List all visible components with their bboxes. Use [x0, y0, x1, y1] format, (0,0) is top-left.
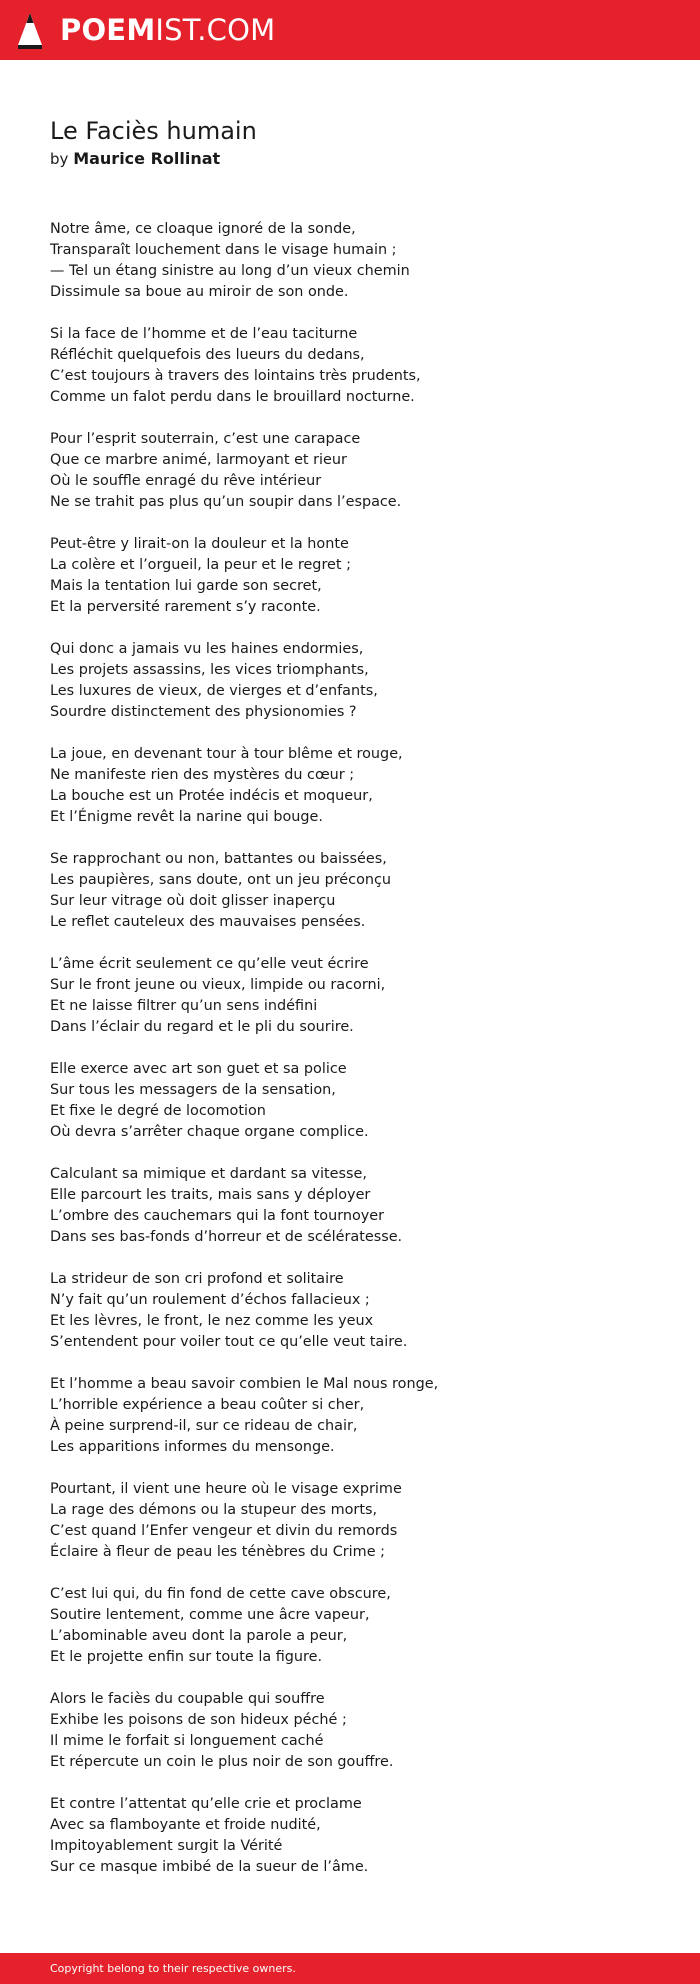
- poem-stanza: [50, 1164, 670, 1248]
- poem-line: Les apparitions informes du mensonge.: [50, 1439, 335, 1455]
- poem-line: Peut-être y lirait-on la douleur et la honte: [50, 536, 349, 552]
- poem-line: L’abominable aveu dont la parole a peur,: [50, 1628, 348, 1644]
- poem-line: Les luxures de vieux, de vierges et d’enfants,: [50, 683, 378, 699]
- poem-line: Et contre l’attentat qu’elle crie et proclame: [50, 1796, 362, 1812]
- poem-line: Les paupières, sans doute, ont un jeu préconçu: [50, 872, 392, 888]
- poem-stanza: [50, 324, 670, 408]
- poem-line: Mais la tentation lui garde son secret,: [50, 578, 322, 594]
- poem-line: Où le souffle enragé du rêve intérieur: [50, 473, 322, 489]
- poem-byline: [50, 147, 220, 171]
- poem-line: Elle exerce avec art son guet et sa police: [50, 1061, 347, 1077]
- poem-stanza: [50, 639, 670, 723]
- poem-stanza: [50, 849, 670, 933]
- poem-line: Sur leur vitrage où doit glisser inaperçu: [50, 893, 336, 909]
- poem-line: Qui donc a jamais vu les haines endormies,: [50, 641, 364, 657]
- poem-line: S’entendent pour voiler tout ce qu’elle veut taire.: [50, 1334, 408, 1350]
- poem-stanza: [50, 1794, 670, 1878]
- poem-line: Réfléchit quelquefois des lueurs du dedans,: [50, 347, 365, 363]
- poem-title: Le Faciès humain: [50, 117, 257, 145]
- site-footer: [0, 1953, 700, 1984]
- poem-line: N’y fait qu’un roulement d’échos fallacieux ;: [50, 1292, 370, 1308]
- poem-stanza: [50, 534, 670, 618]
- poem-line: Ne manifeste rien des mystères du cœur ;: [50, 767, 355, 783]
- poem-body: [50, 219, 670, 1899]
- poem-line: C’est lui qui, du fin fond de cette cave obscure,: [50, 1586, 391, 1602]
- poem-stanza: [50, 429, 670, 513]
- poem-line: La bouche est un Protée indécis et moqueur,: [50, 788, 373, 804]
- poem-line: C’est quand l’Enfer vengeur et divin du remords: [50, 1523, 398, 1539]
- poem-line: L’ombre des cauchemars qui la font tournoyer: [50, 1208, 385, 1224]
- poem-line: Pour l’esprit souterrain, c’est une carapace: [50, 431, 361, 447]
- poem-line: Si la face de l’homme et de l’eau taciturne: [50, 326, 358, 342]
- poem-line: L’horrible expérience a beau coûter si cher,: [50, 1397, 365, 1413]
- poem-line: Alors le faciès du coupable qui souffre: [50, 1691, 325, 1707]
- poem-line: Et les lèvres, le front, le nez comme les yeux: [50, 1313, 374, 1329]
- poem-line: À peine surprend-il, sur ce rideau de chair,: [50, 1418, 358, 1434]
- poem-stanza: [50, 1059, 670, 1143]
- poem-line: La rage des démons ou la stupeur des morts,: [50, 1502, 378, 1518]
- poem-stanza: [50, 1479, 670, 1563]
- poem-line: La colère et l’orgueil, la peur et le regret ;: [50, 557, 351, 573]
- poem-line: Elle parcourt les traits, mais sans y déployer: [50, 1187, 371, 1203]
- logo-brand-light: IST.COM: [155, 12, 276, 47]
- poem-line: Exhibe les poisons de son hideux péché ;: [50, 1712, 347, 1728]
- poem-stanza: [50, 744, 670, 828]
- poem-line: Sur ce masque imbibé de la sueur de l’âme.: [50, 1859, 369, 1875]
- poem-line: Calculant sa mimique et dardant sa vitesse,: [50, 1166, 367, 1182]
- poem-line: Où devra s’arrêter chaque organe complice.: [50, 1124, 369, 1140]
- poem-stanza: [50, 1584, 670, 1668]
- poem-line: Pourtant, il vient une heure où le visage exprime: [50, 1481, 402, 1497]
- author-name[interactable]: Maurice Rollinat: [73, 149, 221, 168]
- poem-line: L’âme écrit seulement ce qu’elle veut écrire: [50, 956, 369, 972]
- poem-line: Et la perversité rarement s’y raconte.: [50, 599, 321, 615]
- poem-line: Dans l’éclair du regard et le pli du sourire.: [50, 1019, 354, 1035]
- poem-line: Il mime le forfait si longuement caché: [50, 1733, 324, 1749]
- poem-line: Sur tous les messagers de la sensation,: [50, 1082, 336, 1098]
- poem-line: Et ne laisse filtrer qu’un sens indéfini: [50, 998, 318, 1014]
- poem-line: — Tel un étang sinistre au long d’un vieux chemin: [50, 263, 410, 279]
- poem-line: Sourdre distinctement des physionomies ?: [50, 704, 357, 720]
- poem-line: Que ce marbre animé, larmoyant et rieur: [50, 452, 347, 468]
- by-label: by: [50, 150, 69, 168]
- site-logo[interactable]: [60, 12, 275, 48]
- poem-line: Transparaît louchement dans le visage humain ;: [50, 242, 397, 258]
- poem-line: Les projets assassins, les vices triomphants,: [50, 662, 369, 678]
- poem-line: Ne se trahit pas plus qu’un soupir dans l’espace.: [50, 494, 402, 510]
- poem-line: Le reflet cauteleux des mauvaises pensées.: [50, 914, 366, 930]
- poem-line: Et le projette enfin sur toute la figure.: [50, 1649, 323, 1665]
- poem-stanza: [50, 1374, 670, 1458]
- poem-stanza: [50, 1689, 670, 1773]
- poem-line: Et répercute un coin le plus noir de son gouffre.: [50, 1754, 394, 1770]
- poem-line: Comme un falot perdu dans le brouillard nocturne.: [50, 389, 415, 405]
- poem-line: C’est toujours à travers des lointains très prudents,: [50, 368, 421, 384]
- poem-stanza: [50, 954, 670, 1038]
- poem-stanza: [50, 1269, 670, 1353]
- logo-brand-strong: POEM: [60, 12, 156, 47]
- poem-line: Notre âme, ce cloaque ignoré de la sonde,: [50, 221, 356, 237]
- poem-line: Dissimule sa boue au miroir de son onde.: [50, 284, 349, 300]
- poem-line: Impitoyablement surgit la Vérité: [50, 1838, 283, 1854]
- poem-line: Soutire lentement, comme une âcre vapeur,: [50, 1607, 370, 1623]
- site-header: [0, 0, 700, 60]
- poem-stanza: [50, 219, 670, 303]
- poem-line: La strideur de son cri profond et solitaire: [50, 1271, 344, 1287]
- poem-line: La joue, en devenant tour à tour blême et rouge,: [50, 746, 403, 762]
- poem-line: Se rapprochant ou non, battantes ou baissées,: [50, 851, 387, 867]
- poem-line: Et l’Énigme revêt la narine qui bouge.: [50, 809, 323, 825]
- pencil-tip-icon[interactable]: [17, 12, 43, 50]
- footer-copyright: Copyright belong to their respective owners.: [50, 1962, 296, 1975]
- poem-line: Et fixe le degré de locomotion: [50, 1103, 266, 1119]
- poem-line: Avec sa flamboyante et froide nudité,: [50, 1817, 321, 1833]
- poem-line: Sur le front jeune ou vieux, limpide ou racorni,: [50, 977, 386, 993]
- poem-line: Dans ses bas-fonds d’horreur et de scélératesse.: [50, 1229, 403, 1245]
- poem-line: Et l’homme a beau savoir combien le Mal nous ronge,: [50, 1376, 439, 1392]
- poem-line: Éclaire à fleur de peau les ténèbres du Crime ;: [50, 1544, 385, 1560]
